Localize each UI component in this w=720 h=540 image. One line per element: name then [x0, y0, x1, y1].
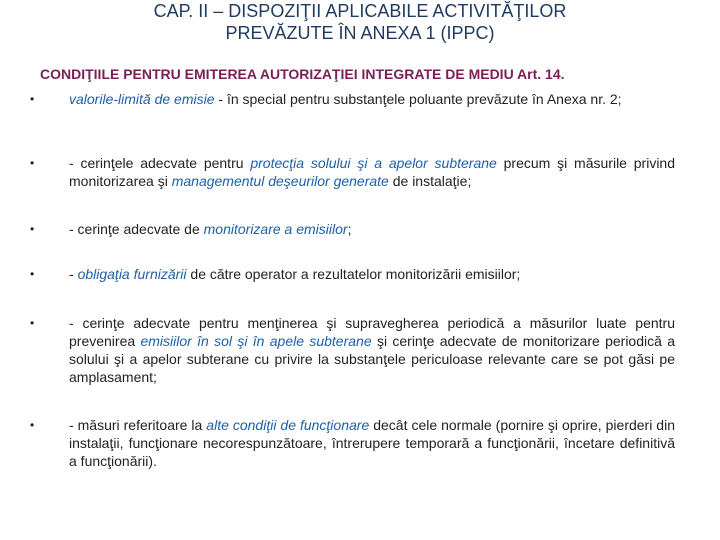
page-title [40, 0, 680, 44]
list-item [30, 314, 675, 386]
title-line-1: CAP. II – DISPOZIŢII APLICABILE ACTIVITĂŢILOR [153, 1, 567, 21]
list-item [30, 90, 675, 108]
list-item [30, 416, 675, 470]
bullet-icon: • [30, 222, 35, 236]
highlight-text: valorile-limită de emisie [69, 91, 215, 107]
list-item [30, 265, 675, 283]
highlight-text: monitorizare a emisiilor [203, 221, 348, 237]
list-item [30, 220, 675, 238]
item-text: - măsuri referitoare la [69, 417, 207, 433]
item-text: - cerinţe adecvate de [69, 221, 204, 237]
item-text: precum şi măsurile privind monitorizarea şi [69, 155, 676, 189]
item-text: ; [347, 221, 352, 237]
highlight-text: managementul deşeurilor generate [171, 173, 389, 189]
section-subtitle: CONDIŢIILE PENTRU EMITEREA AUTORIZAŢIEI INTEGRATE DE MEDIU Art. 14. [40, 66, 565, 82]
bullet-icon: • [30, 316, 35, 330]
item-text: - în special pentru substanţele poluante prevăzute în Anexa nr. 2; [214, 91, 622, 107]
item-text: - cerinţele adecvate pentru [69, 155, 251, 171]
item-text: decât cele normale (pornire şi oprire, pierderi din instalaţii, funcţionare necorespunzătoare, întrerupere temporară a funcţionării, încetare definitivă a funcţionării). [69, 417, 675, 469]
highlight-text: emisiilor în sol şi în apele subterane [140, 333, 372, 349]
list-item [30, 154, 675, 190]
bullet-icon: • [30, 92, 35, 106]
bullet-icon: • [30, 418, 35, 432]
highlight-text: protecţia solului şi a apelor subterane [250, 155, 497, 171]
bullet-icon: • [30, 156, 35, 170]
item-text: de către operator a rezultatelor monitorizării emisiilor; [186, 266, 521, 282]
item-text: - [69, 266, 78, 282]
item-text: - cerinţe adecvate pentru menţinerea şi supravegherea periodică a măsurilor luate pentru prevenirea [69, 315, 675, 349]
item-text: de instalaţie; [388, 173, 472, 189]
highlight-text: obligaţia furnizării [77, 266, 187, 282]
item-text: şi cerinţe adecvate de monitorizare periodică a solului şi a apelor subterane cu privire la substanţele periculoase relevante care se pot găsi pe amplasament; [69, 333, 676, 385]
bullet-icon: • [30, 267, 35, 281]
title-line-2: PREVĂZUTE ÎN ANEXA 1 (IPPC) [225, 23, 495, 43]
highlight-text: alte condiţii de funcţionare [206, 417, 370, 433]
